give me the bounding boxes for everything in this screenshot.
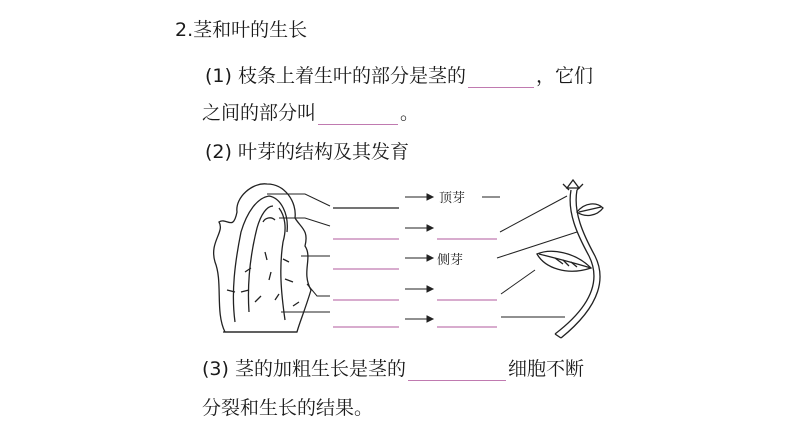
branch-leader-lines: [497, 196, 577, 317]
answer-blank-cambium[interactable]: [408, 360, 506, 381]
label-side-bud: 侧芽: [437, 253, 464, 268]
leaf-bud-diagram: [205, 172, 625, 347]
part3-text-a: (3) 茎的加粗生长是茎的: [202, 358, 406, 380]
question-part1-line1: [205, 64, 593, 88]
question-part3-line1: [202, 357, 584, 381]
figure-arrows: [405, 194, 433, 322]
part3-text-c: 分裂和生长的结果。: [202, 397, 374, 419]
question-title-text: 2.茎和叶的生长: [175, 19, 308, 41]
branch-drawing: [537, 180, 603, 338]
question-part1-line2: [202, 101, 419, 125]
question-part3-line2: [202, 396, 373, 420]
question-title: [175, 18, 307, 42]
answer-blank-internode[interactable]: [318, 104, 398, 125]
part1-text-d: 。: [400, 102, 420, 124]
answer-blank-node[interactable]: [468, 67, 534, 88]
part2-text: (2) 叶芽的结构及其发育: [205, 141, 409, 163]
part3-text-b: 细胞不断: [507, 358, 584, 380]
part1-text-c: 之间的部分叫: [202, 102, 317, 124]
left-answer-blanks: [333, 208, 399, 327]
leaf-bud-figure: [205, 172, 625, 347]
label-top-bud: 顶芽: [439, 191, 466, 206]
part1-text-b: ，它们: [535, 65, 593, 87]
figure-leader-lines: [267, 194, 330, 312]
question-part2: [205, 140, 409, 164]
leaf-bud-drawing: [214, 184, 311, 332]
part1-text-a: (1) 枝条上着生叶的部分是茎的: [205, 65, 466, 87]
